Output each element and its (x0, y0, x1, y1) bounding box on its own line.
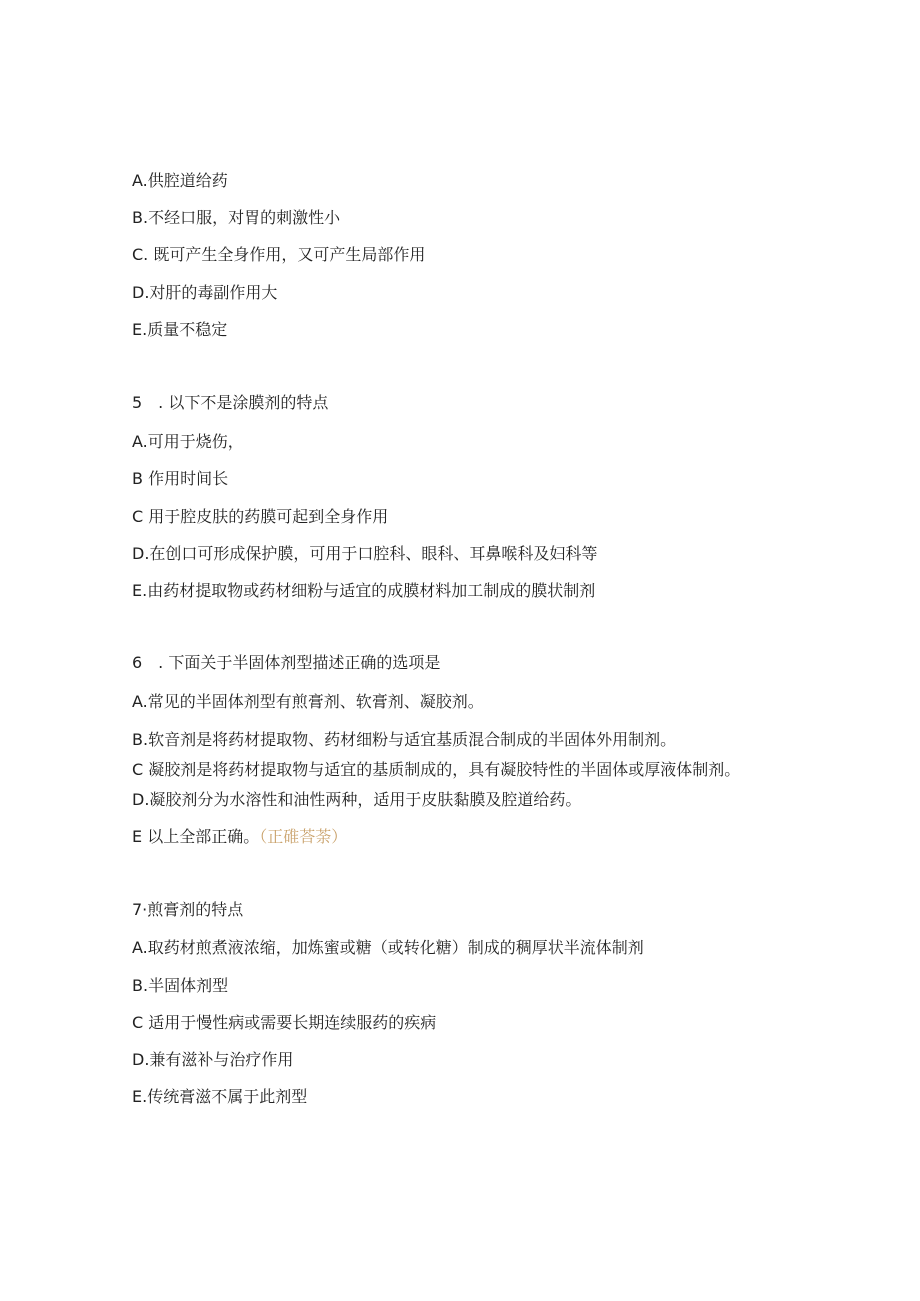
q6-option-e-text: E 以上全部正确。 (132, 827, 260, 846)
q7-option-c: C 适用于慢性病或需要长期连续服药的疾病 (132, 1013, 437, 1032)
q4-option-e: E.质量不稳定 (132, 320, 228, 339)
q7-option-d: D.兼有滋补与治疗作用 (132, 1050, 294, 1069)
q5-option-a: A.可用于烧伤， (132, 432, 244, 451)
q7-option-e: E.传统膏滋不属于此剂型 (132, 1087, 308, 1106)
q6-question: 6 . 下面关于半固体剂型描述正确的选项是 (132, 653, 441, 672)
q7-option-a: A.取药材煎煮液浓缩，加炼蜜或糖（或转化糖）制成的稠厚状半流体制剂 (132, 938, 644, 957)
q4-option-b: B.不经口服，对胃的刺激性小 (132, 208, 341, 227)
q5-question: 5 . 以下不是涂膜剂的特点 (132, 393, 329, 412)
q5-option-d: D.在创口可形成保护膜，可用于口腔科、眼科、耳鼻喉科及妇科等 (132, 544, 598, 563)
q6-option-a: A.常见的半固体剂型有煎膏剂、软膏剂、凝胶剂。 (132, 692, 484, 711)
q7-question: 7·煎膏剂的特点 (132, 900, 244, 919)
q5-option-e: E.由药材提取物或药材细粉与适宜的成膜材料加工制成的膜状制剂 (132, 581, 596, 600)
q6-option-b: B.软音剂是将药材提取物、药材细粉与适宜基质混合制成的半固体外用制剂。 (132, 730, 677, 749)
q6-option-d: D.凝胶剂分为水溶性和油性两种，适用于皮肤黏膜及腔道给药。 (132, 790, 582, 809)
q5-option-c: C 用于腔皮肤的药膜可起到全身作用 (132, 507, 389, 526)
q6-option-e (132, 827, 347, 847)
q4-option-d: D.对肝的毒副作用大 (132, 283, 278, 302)
q7-option-b: B.半固体剂型 (132, 976, 229, 995)
q4-option-a: A.供腔道给药 (132, 171, 228, 190)
q4-option-c: C. 既可产生全身作用，又可产生局部作用 (132, 245, 426, 264)
answer-note: （正碓荅荼） (259, 827, 348, 846)
q6-option-c: C 凝胶剂是将药材提取物与适宜的基质制成的，具有凝胶特性的半固体或厚液体制剂。 (132, 760, 741, 779)
q5-option-b: B 作用时间长 (132, 469, 229, 488)
